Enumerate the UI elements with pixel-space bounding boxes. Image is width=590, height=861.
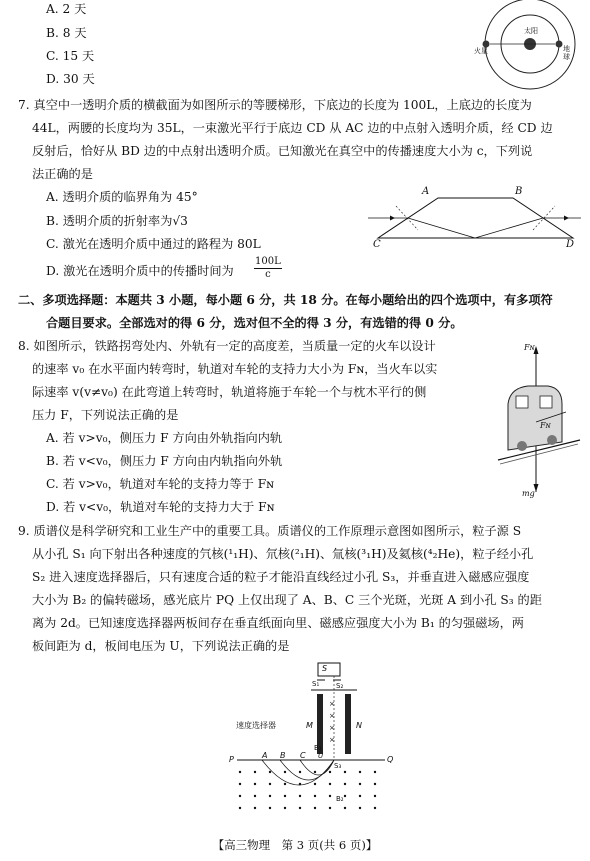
spot-c-label: C bbox=[300, 751, 306, 760]
q6-option-d: D. 30 天 bbox=[46, 72, 95, 86]
section2-line-1: 二、多项选择题：本题共 3 小题，每小题 6 分，共 18 分。在每小题给出的四个选项中，有多项符 bbox=[18, 293, 553, 307]
svg-text:×: × bbox=[329, 700, 335, 708]
vertex-d-label: D bbox=[566, 239, 575, 250]
mass-spectrometer-diagram bbox=[225, 660, 395, 815]
hole-s1-label: S₁ bbox=[312, 680, 320, 688]
train-diagram bbox=[478, 342, 583, 502]
q8-line-4: 压力 F，下列说法正确的是 bbox=[32, 408, 179, 422]
section2-line-2: 合题目要求。全部选对的得 6 分，选对但不全的得 3 分，有选错的得 0 分。 bbox=[46, 316, 463, 330]
mars-label: 火星 bbox=[474, 47, 488, 55]
q6-option-a: A. 2 天 bbox=[46, 2, 87, 16]
earth-label: 地球 bbox=[563, 45, 570, 61]
source-label: S bbox=[322, 664, 328, 673]
q8-line-1: 8. 如图所示，铁路拐弯处内、外轨有一定的高度差，当质量一定的火车以设计 bbox=[18, 339, 436, 353]
q9-line-1: 9. 质谱仪是科学研究和工业生产中的重要工具。质谱仪的工作原理示意图如图所示，粒子源 S bbox=[18, 524, 522, 538]
spot-b-label: B bbox=[280, 751, 286, 760]
spot-a-label: A bbox=[262, 751, 268, 760]
hole-s3-label: S₃ bbox=[334, 762, 342, 770]
q8-option-c: C. 若 v>v₀，轨道对车轮的支持力等于 Fɴ bbox=[46, 477, 275, 491]
field-b2-label: B₂ bbox=[336, 795, 344, 803]
q8-option-d: D. 若 v<v₀，轨道对车轮的支持力大于 Fɴ bbox=[46, 500, 275, 514]
sun-label: 太阳 bbox=[524, 27, 538, 35]
q7-line-4: 法正确的是 bbox=[32, 167, 93, 181]
q9-line-4: 大小为 B₂ 的偏转磁场，感光底片 PQ 上仅出现了 A、B、C 三个光斑，光斑 A 到小孔 S₃ 的距 bbox=[32, 593, 542, 607]
q7-option-a: A. 透明介质的临界角为 45° bbox=[46, 190, 198, 204]
q8-line-3: 际速率 v(v≠v₀) 在此弯道上转弯时，轨道将施于车轮一个与枕木平行的侧 bbox=[32, 385, 427, 399]
q6-option-b: B. 8 天 bbox=[46, 26, 87, 40]
q9-line-6: 板间距为 d，板间电压为 U，下列说法正确的是 bbox=[32, 639, 290, 653]
q6-option-c: C. 15 天 bbox=[46, 49, 95, 63]
fraction-denominator: c bbox=[265, 269, 271, 280]
plate-p-label: P bbox=[229, 755, 234, 764]
velocity-selector-label: 速度选择器 bbox=[236, 721, 276, 730]
q9-line-3: S₂ 进入速度选择器后，只有速度合适的粒子才能沿直线经过小孔 S₃，并垂直进入磁感应强度 bbox=[32, 570, 530, 584]
plate-q-label: Q bbox=[387, 755, 394, 764]
q7-option-d-fraction bbox=[254, 256, 282, 281]
gravity-label: mg bbox=[522, 489, 535, 498]
q7-line-2: 44L，两腰的长度均为 35L，一束激光平行于底边 CD 从 AC 边的中点射入透明介质，经 CD 边 bbox=[32, 121, 553, 135]
plate-n-label: N bbox=[356, 721, 362, 730]
page-footer: 【高三物理 第 3 页(共 6 页)】 bbox=[212, 838, 378, 852]
svg-text:×: × bbox=[329, 724, 335, 732]
svg-text:×: × bbox=[329, 712, 335, 720]
q9-line-5: 离为 2d。已知速度选择器两板间存在垂直纸面向里、磁感应强度大小为 B₁ 的匀强磁场，两 bbox=[32, 616, 524, 630]
normal-force-label-2: Fɴ bbox=[540, 421, 551, 430]
voltage-u-label: U bbox=[318, 752, 324, 760]
q8-line-2: 的速率 v₀ 在水平面内转弯时，轨道对车轮的支持力大小为 Fɴ，当火车以实 bbox=[32, 362, 438, 376]
vertex-b-label: B bbox=[515, 186, 523, 197]
q7-line-1: 7. 真空中一透明介质的横截面为如图所示的等腰梯形，下底边的长度为 100L，上底边的长度为 bbox=[18, 98, 532, 112]
q7-line-3: 反射后，恰好从 BD 边的中点射出透明介质。已知激光在真空中的传播速度大小为 c，下列说 bbox=[32, 144, 533, 158]
q7-option-b: B. 透明介质的折射率为√3 bbox=[46, 214, 188, 228]
trapezoid-diagram bbox=[368, 188, 583, 248]
q9-line-2: 从小孔 S₁ 向下射出各种速度的氕核(¹₁H)、氘核(²₁H)、氚核(³₁H)及氦核(⁴₂He)，粒子经小孔 bbox=[32, 547, 534, 561]
svg-text:×: × bbox=[329, 736, 335, 744]
vertex-a-label: A bbox=[422, 186, 430, 197]
fraction-numerator: 100L bbox=[255, 256, 281, 267]
hole-s2-label: S₂ bbox=[336, 682, 344, 690]
q8-option-b: B. 若 v<v₀，侧压力 F 方向由内轨指向外轨 bbox=[46, 454, 283, 468]
q7-option-d: D. 激光在透明介质中的传播时间为 bbox=[46, 264, 234, 278]
q7-option-c: C. 激光在透明介质中通过的路程为 80L bbox=[46, 237, 261, 251]
field-b1-label: B₁ bbox=[314, 744, 322, 752]
vertex-c-label: C bbox=[373, 239, 381, 250]
q8-option-a: A. 若 v>v₀，侧压力 F 方向由外轨指向内轨 bbox=[46, 431, 283, 445]
normal-force-label: Fɴ bbox=[524, 343, 535, 352]
plate-m-label: M bbox=[306, 721, 313, 730]
